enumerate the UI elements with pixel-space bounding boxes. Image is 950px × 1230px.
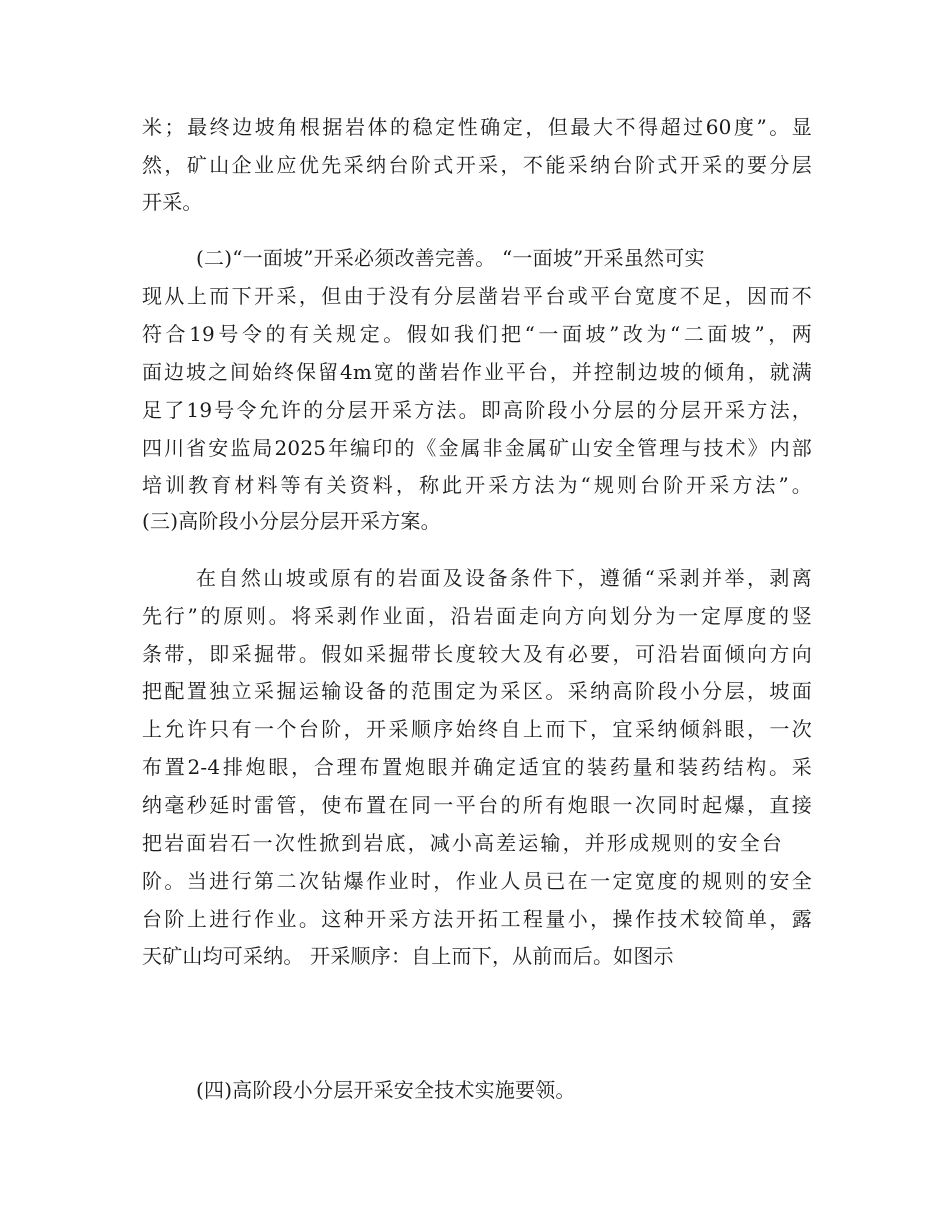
paragraph-1-line-1: 米；最终边坡角根据岩体的稳定性确定，但最大不得超过60度”。显 [142,115,812,139]
paragraph-2-line-4: 面边坡之间始终保留4m宽的凿岩作业平台，并控制边坡的倾角，就满 [142,360,812,384]
paragraph-3-line-2: 先行”的原则。将采剥作业面，沿岩面走向方向划分为一定厚度的竖 [142,604,812,628]
paragraph-2-line-2: 现从上而下开采，但由于没有分层凿岩平台或平台宽度不足，因而不 [142,284,812,308]
paragraph-3-line-1: 在自然山坡或原有的岩面及设备条件下，遵循“采剥并举，剥离 [196,566,812,590]
paragraph-3-line-11: 天矿山均可采纳。 开采顺序：自上而下，从前而后。如图示 [142,944,674,968]
paragraph-1-line-2: 然，矿山企业应优先采纳台阶式开采，不能采纳台阶式开采的要分层 [142,153,812,177]
paragraph-2-line-5: 足了19号令允许的分层开采方法。即高阶段小分层的分层开采方法， [142,398,812,422]
paragraph-2-line-7: 培训教育材料等有关资料，称此开采方法为“规则台阶开采方法”。 [142,473,812,497]
paragraph-3-line-10: 台阶上进行作业。这种开采方法开拓工程量小，操作技术较简单，露 [142,907,812,931]
paragraph-3-line-4: 把配置独立采掘运输设备的范围定为采区。采纳高阶段小分层，坡面 [142,679,812,703]
paragraph-3-line-5: 上允许只有一个台阶，开采顺序始终自上而下，宜采纳倾斜眼，一次 [142,717,812,741]
section-heading-4: (四)高阶段小分层开采安全技术实施要领。 [196,1078,576,1102]
paragraph-3-line-9: 阶。当进行第二次钻爆作业时，作业人员已在一定宽度的规则的安全 [142,869,812,893]
paragraph-2-line-8: (三)高阶段小分层分层开采方案。 [142,509,441,533]
paragraph-2-line-3: 符合19号令的有关规定。假如我们把“一面坡”改为“二面坡”，两 [142,322,812,346]
paragraph-3-line-7: 纳毫秒延时雷管，使布置在同一平台的所有炮眼一次同时起爆，直接 [142,793,812,817]
paragraph-3-line-8: 把岩面岩石一次性掀到岩底，减小高差运输，并形成规则的安全台 [142,831,782,855]
paragraph-1-line-3: 开采。 [142,190,203,214]
paragraph-3-line-6: 布置2-4排炮眼，合理布置炮眼并确定适宜的装药量和装药结构。采 [142,755,812,779]
paragraph-2-line-6: 四川省安监局2025年编印的《金属非金属矿山安全管理与技术》内部 [142,436,812,460]
paragraph-2-line-1: (二)“一面坡”开采必须改善完善。 “一面坡”开采虽然可实 [196,246,705,270]
paragraph-3-line-3: 条带，即采掘带。假如采掘带长度较大及有必要，可沿岩面倾向方向 [142,642,812,666]
